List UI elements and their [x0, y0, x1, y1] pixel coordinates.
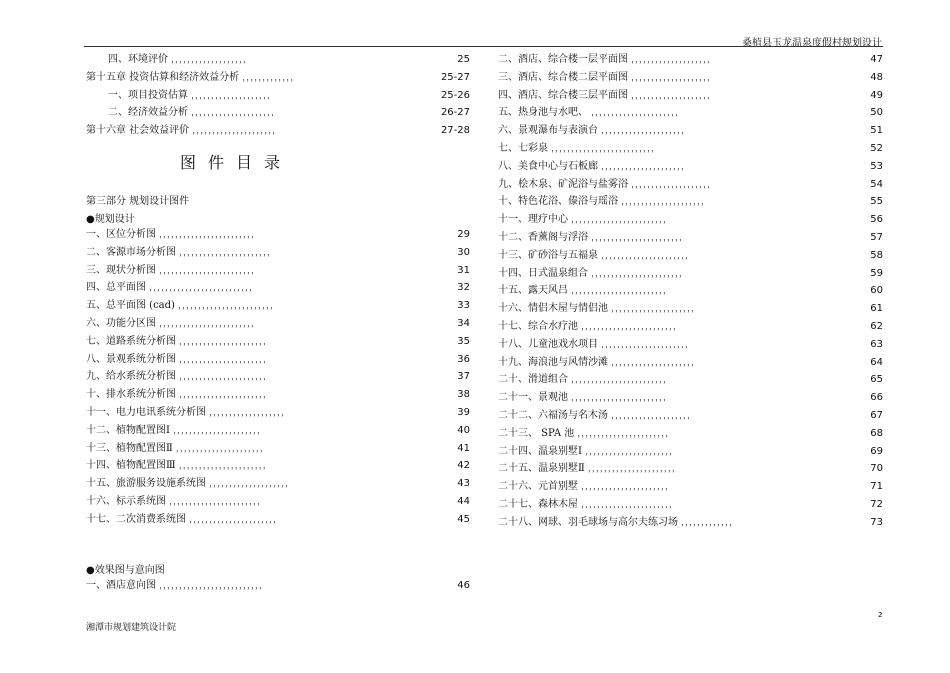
toc-entry[interactable] [498, 460, 883, 478]
toc-entry-page: 56 [870, 214, 883, 226]
toc-entry-page: 38 [457, 389, 470, 401]
toc-leader-dots: ，，，，，，，，，，，，，，，，，，，，，，，， [178, 301, 279, 311]
toc-entry-page: 25-26 [440, 89, 470, 101]
toc-leader-dots: ，，，，，，，，，，，，，，，，，，，，，， [189, 514, 282, 524]
toc-leader-dots: ，，，，，，，，，，，，，，，，，，，，， [611, 357, 700, 367]
toc-entry-title: 七、七彩泉 [498, 142, 548, 154]
toc-entry[interactable] [498, 229, 883, 247]
toc-entry-page: 47 [870, 54, 883, 65]
toc-entry-title: 一、项目投资估算 [108, 89, 188, 101]
toc-entry[interactable] [86, 262, 470, 280]
toc-entry-title: 二十六、元首别墅 [498, 481, 578, 493]
toc-entry-title: 十三、植物配置图Ⅱ [86, 442, 173, 454]
toc-leader-dots: ，，，，，，，，，，，，，，，，，，，，，，，， [159, 265, 260, 275]
toc-leader-dots: ，，，，，，，，，，，，，，，，，，， [209, 407, 290, 417]
toc-entry[interactable] [498, 389, 883, 407]
toc-entry-page: 63 [870, 338, 883, 350]
toc-entry-title: 九、桧木泉、矿泥浴与盐雾浴 [498, 178, 628, 190]
toc-entry-title: 十一、理疗中心 [498, 214, 568, 226]
running-header: 桑植县玉龙温泉度假村规划设计 [742, 38, 882, 49]
toc-entry-page: 26-27 [440, 107, 470, 119]
toc-entry[interactable] [86, 315, 470, 333]
toc-leader-dots: ，，，，，，，，，，，，，，，，，，，， [631, 90, 716, 100]
toc-leader-dots: ，，，，，，，，，，，，，，，，，，，，，， [179, 336, 272, 346]
toc-entry[interactable] [498, 371, 883, 389]
toc-right-list [498, 51, 883, 532]
toc-entry[interactable] [86, 122, 470, 140]
toc-entry-page: 64 [870, 356, 883, 368]
toc-entry-title: 十三、矿砂浴与五福泉 [498, 249, 598, 261]
toc-leader-dots: ，，，，，，，，，，，，，，，，，，，，， [611, 304, 700, 314]
toc-leader-dots: ，，，，，，，，，，，，， [681, 517, 738, 527]
toc-leader-dots: ，，，，，，，，，，，，，，，，，，，，，， [179, 372, 272, 382]
toc-entry[interactable] [498, 158, 883, 176]
toc-entry-page: 35 [457, 335, 470, 347]
toc-entry[interactable] [86, 475, 470, 493]
toc-entry-title: 第十五章 投资估算和经济效益分析 [86, 71, 240, 83]
toc-entry-title: 十、排水系统分析图 [86, 389, 176, 401]
toc-entry-title: 十一、电力电讯系统分析图 [86, 406, 206, 418]
toc-entry[interactable] [498, 478, 883, 496]
toc-entry-page: 25 [457, 54, 470, 65]
toc-entry[interactable] [86, 457, 470, 475]
toc-entry-title: 二十七、森林木屋 [498, 498, 578, 510]
toc-entry-page: 40 [457, 424, 470, 436]
toc-entry-page: 66 [870, 392, 883, 404]
toc-leader-dots: ，，，，，，，，，，，，，，，，，，，，，，， [577, 428, 674, 438]
figure-list-title: 图件目录 [179, 153, 292, 172]
toc-leader-dots: ，，，，，，，，，，，，，，，，，，，，，， [585, 446, 678, 456]
toc-entry[interactable] [498, 122, 883, 140]
toc-leader-dots: ，，，，，，，，，，，，，，，，，，，， [631, 72, 716, 82]
toc-entry[interactable] [498, 354, 883, 372]
toc-entry[interactable] [86, 69, 470, 87]
toc-entry[interactable] [498, 496, 883, 514]
toc-entry[interactable] [86, 511, 470, 529]
toc-entry-page: 51 [870, 125, 883, 137]
toc-leader-dots: ，，，，，，，，，，，，，，，，，，，，， [191, 108, 280, 118]
toc-entry-page: 42 [457, 460, 470, 472]
toc-leader-dots: ，，，，，，，，，，，，，，，，，，，， [191, 90, 276, 100]
toc-leader-dots: ，，，，，，，，，，，，，，，，，，，，，， [179, 354, 272, 364]
toc-entry-title: 五、热身池与水吧、 [498, 107, 588, 119]
toc-entry-page: 73 [870, 516, 883, 528]
toc-leader-dots: ，，，，，，，，，，，，，，，，，，，，，， [591, 108, 684, 118]
toc-entry[interactable] [498, 211, 883, 229]
toc-entry[interactable] [498, 247, 883, 265]
toc-entry[interactable] [498, 51, 883, 69]
toc-entry-page: 62 [870, 320, 883, 332]
toc-entry-page: 49 [870, 89, 883, 101]
toc-leader-dots: ，，，，，，，，，，，，，，，，，，，，，，，， [571, 286, 672, 296]
planning-heading: ●规划设计 [86, 214, 135, 225]
toc-leader-dots: ，，，，，，，，，，，，，，，，，，，，，， [581, 482, 674, 492]
toc-entry-title: 四、环境评价 [108, 54, 168, 65]
toc-entry[interactable] [498, 514, 883, 532]
toc-entry[interactable] [86, 226, 470, 244]
toc-leader-dots: ，，，，，，，，，，，，，，，，，，，，，，， [581, 499, 678, 509]
toc-leader-dots: ，，，，，，，，，，，，，，，，，，，，，， [587, 464, 680, 474]
toc-leader-dots: ，，，，，，，，，，，，，，，，，，，，，，，， [571, 215, 672, 225]
toc-entry-title: 六、功能分区图 [86, 317, 156, 329]
toc-entry[interactable] [86, 351, 470, 369]
toc-entry[interactable] [86, 493, 470, 511]
toc-entry-page: 68 [870, 427, 883, 439]
toc-entry-title: 十五、旅游服务设施系统图 [86, 478, 206, 490]
toc-entry-title: 十、特色花浴、傣浴与瑶浴 [498, 196, 618, 208]
toc-entry[interactable] [498, 407, 883, 425]
toc-leader-dots: ，，，，，，，，，，，，，，，，，，，，， [601, 126, 690, 136]
toc-entry[interactable] [498, 69, 883, 87]
toc-entry-title: 一、酒店意向图 [86, 580, 156, 591]
toc-entry-title: 二、经济效益分析 [108, 107, 188, 119]
toc-entry-title: 一、区位分析图 [86, 229, 156, 240]
toc-entry-title: 第十六章 社会效益评价 [86, 125, 190, 137]
toc-entry-title: 十二、植物配置图Ⅰ [86, 424, 170, 436]
toc-entry[interactable] [86, 244, 470, 262]
toc-entry-title: 十九、海浪池与风情沙滩 [498, 356, 608, 368]
toc-entry-page: 30 [457, 246, 470, 258]
toc-entry-page: 70 [870, 463, 883, 475]
toc-planning-list [86, 226, 470, 529]
toc-entry-title: 十四、植物配置图Ⅲ [86, 460, 176, 472]
toc-leader-dots: ，，，，，，，，，，，，，，，，，，，，，，， [169, 496, 266, 506]
toc-entry-title: 十八、儿童池戏水项目 [498, 338, 598, 350]
toc-entry-title: 二、客源市场分析图 [86, 246, 176, 258]
header-rule [84, 46, 883, 47]
toc-left-top [86, 51, 470, 140]
toc-entry-title: 七、道路系统分析图 [86, 335, 176, 347]
toc-leader-dots: ，，，，，，，，，，，，，，，，，，， [171, 55, 252, 64]
toc-entry-page: 36 [457, 353, 470, 365]
toc-entry[interactable] [498, 336, 883, 354]
toc-entry-page: 58 [870, 249, 883, 261]
toc-leader-dots: ，，，，，，，，，，，，，，，，，，，，，，，， [581, 321, 682, 331]
toc-entry[interactable] [498, 443, 883, 461]
toc-leader-dots: ，，，，，，，，，，，，，，，，，，，，，，，， [159, 230, 260, 239]
toc-leader-dots: ，，，，，，，，，，，，，，，，，，，，，， [601, 339, 694, 349]
toc-entry-page: 45 [457, 513, 470, 525]
toc-effect-list [86, 577, 470, 595]
toc-entry-page: 50 [870, 107, 883, 119]
toc-leader-dots: ，，，，，，，，，，，，，，，，，，，，，，，，，， [159, 581, 268, 590]
toc-entry[interactable] [86, 386, 470, 404]
toc-entry-title: 十六、标示系统图 [86, 495, 166, 507]
toc-entry[interactable] [498, 265, 883, 283]
toc-entry-page: 59 [870, 267, 883, 279]
toc-entry-page: 31 [457, 264, 470, 276]
toc-entry-title: 十二、香薰阁与浮浴 [498, 231, 588, 243]
toc-entry-page: 57 [870, 231, 883, 243]
toc-leader-dots: ，，，，，，，，，，，，，，，，，，，，，，，， [571, 375, 672, 385]
toc-entry-title: 六、景观瀑布与表演台 [498, 125, 598, 137]
toc-leader-dots: ，，，，，，，，，，，，，，，，，，，，，，，， [159, 318, 260, 328]
toc-entry[interactable] [86, 422, 470, 440]
toc-entry-page: 52 [870, 142, 883, 154]
toc-entry-title: 二十三、 SPA 池 [498, 427, 575, 439]
footer-organization: 湘潭市规划建筑设计院 [86, 623, 177, 633]
toc-entry-page: 53 [870, 160, 883, 172]
toc-entry-title: 二十二、六福汤与名木汤 [498, 409, 608, 421]
toc-entry-title: 二十四、温泉别墅Ⅰ [498, 445, 582, 457]
toc-entry-page: 29 [457, 229, 470, 240]
toc-leader-dots: ，，，，，，，，，，，，，，，，，，，， [631, 55, 716, 64]
toc-leader-dots: ，，，，，，，，，，，，，，，，，，，，，，，，，， [551, 143, 660, 153]
toc-entry-page: 25-27 [440, 71, 470, 83]
toc-leader-dots: ，，，，，，，，，，，，，，，，，，，，， [621, 197, 710, 207]
toc-leader-dots: ，，，，，，，，，，，，，，，，，，，，，，，，，， [149, 283, 258, 293]
toc-entry-title: 十四、日式温泉组合 [498, 267, 588, 279]
toc-leader-dots: ，，，，，，，，，，，，，，，，，，，，， [192, 126, 281, 136]
page-number: 2 [878, 611, 883, 619]
toc-entry[interactable] [86, 279, 470, 297]
toc-leader-dots: ，，，，，，，，，，，，，，，，，，，，，，，， [571, 393, 672, 403]
toc-entry[interactable] [86, 368, 470, 386]
toc-entry-title: 二十、滑道组合 [498, 374, 568, 386]
toc-entry[interactable] [86, 297, 470, 315]
toc-entry-title: 九、给水系统分析图 [86, 371, 176, 383]
toc-entry-title: 十七、二次消费系统图 [86, 513, 186, 525]
toc-entry-page: 44 [457, 495, 470, 507]
toc-leader-dots: ，，，，，，，，，，，，，，，，，，，，， [601, 161, 690, 171]
toc-entry[interactable] [498, 87, 883, 105]
toc-entry-title: 十六、情侣木屋与情侣池 [498, 303, 608, 315]
toc-entry[interactable] [86, 404, 470, 422]
toc-entry[interactable] [498, 140, 883, 158]
toc-entry-page: 46 [457, 580, 470, 591]
toc-entry-title: 十五、露天风吕 [498, 285, 568, 297]
toc-entry-page: 55 [870, 196, 883, 208]
toc-entry[interactable] [498, 104, 883, 122]
toc-entry-page: 33 [457, 300, 470, 312]
toc-entry[interactable] [86, 51, 470, 69]
toc-leader-dots: ，，，，，，，，，，，，，，，，，，，，，，， [591, 268, 688, 278]
toc-leader-dots: ，，，，，，，，，，，，，，，，，，，，，，， [591, 232, 688, 242]
part-title: 第三部分 规划设计图件 [86, 196, 190, 207]
toc-entry-page: 60 [870, 285, 883, 297]
toc-leader-dots: ，，，，，，，，，，，，，，，，，，，， [611, 410, 696, 420]
toc-entry-page: 41 [457, 442, 470, 454]
toc-entry-page: 48 [870, 71, 883, 83]
toc-entry-title: 八、美食中心与石板廊 [498, 160, 598, 172]
toc-entry[interactable] [86, 333, 470, 351]
toc-leader-dots: ，，，，，，，，，，，，， [242, 72, 299, 82]
toc-entry[interactable] [86, 104, 470, 122]
toc-entry-title: 三、现状分析图 [86, 264, 156, 276]
toc-leader-dots: ，，，，，，，，，，，，，，，，，，，，，， [173, 425, 266, 435]
toc-entry-title: 四、总平面图 [86, 282, 146, 294]
effect-heading: ●效果图与意向图 [86, 565, 165, 576]
toc-entry-title: 二、酒店、综合楼一层平面图 [498, 54, 628, 65]
toc-entry-page: 54 [870, 178, 883, 190]
toc-leader-dots: ，，，，，，，，，，，，，，，，，，，， [631, 179, 716, 189]
toc-entry[interactable] [498, 425, 883, 443]
toc-entry[interactable] [86, 440, 470, 458]
toc-leader-dots: ，，，，，，，，，，，，，，，，，，，，，， [601, 250, 694, 260]
toc-entry-title: 八、景观系统分析图 [86, 353, 176, 365]
toc-entry-page: 39 [457, 406, 470, 418]
toc-entry-title: 五、总平面图 (cad) [86, 300, 175, 312]
toc-entry-page: 71 [870, 481, 883, 493]
toc-entry[interactable] [86, 577, 470, 595]
toc-leader-dots: ，，，，，，，，，，，，，，，，，，，，，， [179, 390, 272, 400]
toc-entry[interactable] [86, 87, 470, 105]
toc-entry-page: 72 [870, 498, 883, 510]
toc-entry-page: 27-28 [440, 125, 470, 137]
toc-entry-page: 61 [870, 303, 883, 315]
toc-entry[interactable] [498, 300, 883, 318]
toc-entry[interactable] [498, 176, 883, 194]
toc-entry-title: 四、酒店、综合楼三层平面图 [498, 89, 628, 101]
toc-entry-title: 十七、综合水疗池 [498, 320, 578, 332]
toc-entry-title: 三、酒店、综合楼二层平面图 [498, 71, 628, 83]
toc-entry-title: 二十五、温泉别墅Ⅱ [498, 463, 585, 475]
toc-entry-page: 43 [457, 478, 470, 490]
toc-entry-title: 二十一、景观池 [498, 392, 568, 404]
toc-entry-page: 34 [457, 317, 470, 329]
toc-leader-dots: ，，，，，，，，，，，，，，，，，，，，，， [178, 461, 271, 471]
toc-entry[interactable] [498, 193, 883, 211]
toc-entry-page: 69 [870, 445, 883, 457]
toc-entry-page: 32 [457, 282, 470, 294]
toc-entry[interactable] [498, 282, 883, 300]
toc-entry-title: 二十八、网球、羽毛球场与高尔夫练习场 [498, 516, 678, 528]
toc-entry[interactable] [498, 318, 883, 336]
toc-entry-page: 65 [870, 374, 883, 386]
toc-entry-page: 67 [870, 409, 883, 421]
toc-leader-dots: ，，，，，，，，，，，，，，，，，，，， [209, 479, 294, 489]
toc-leader-dots: ，，，，，，，，，，，，，，，，，，，，，，， [179, 247, 276, 257]
toc-leader-dots: ，，，，，，，，，，，，，，，，，，，，，， [175, 443, 268, 453]
toc-entry-page: 37 [457, 371, 470, 383]
